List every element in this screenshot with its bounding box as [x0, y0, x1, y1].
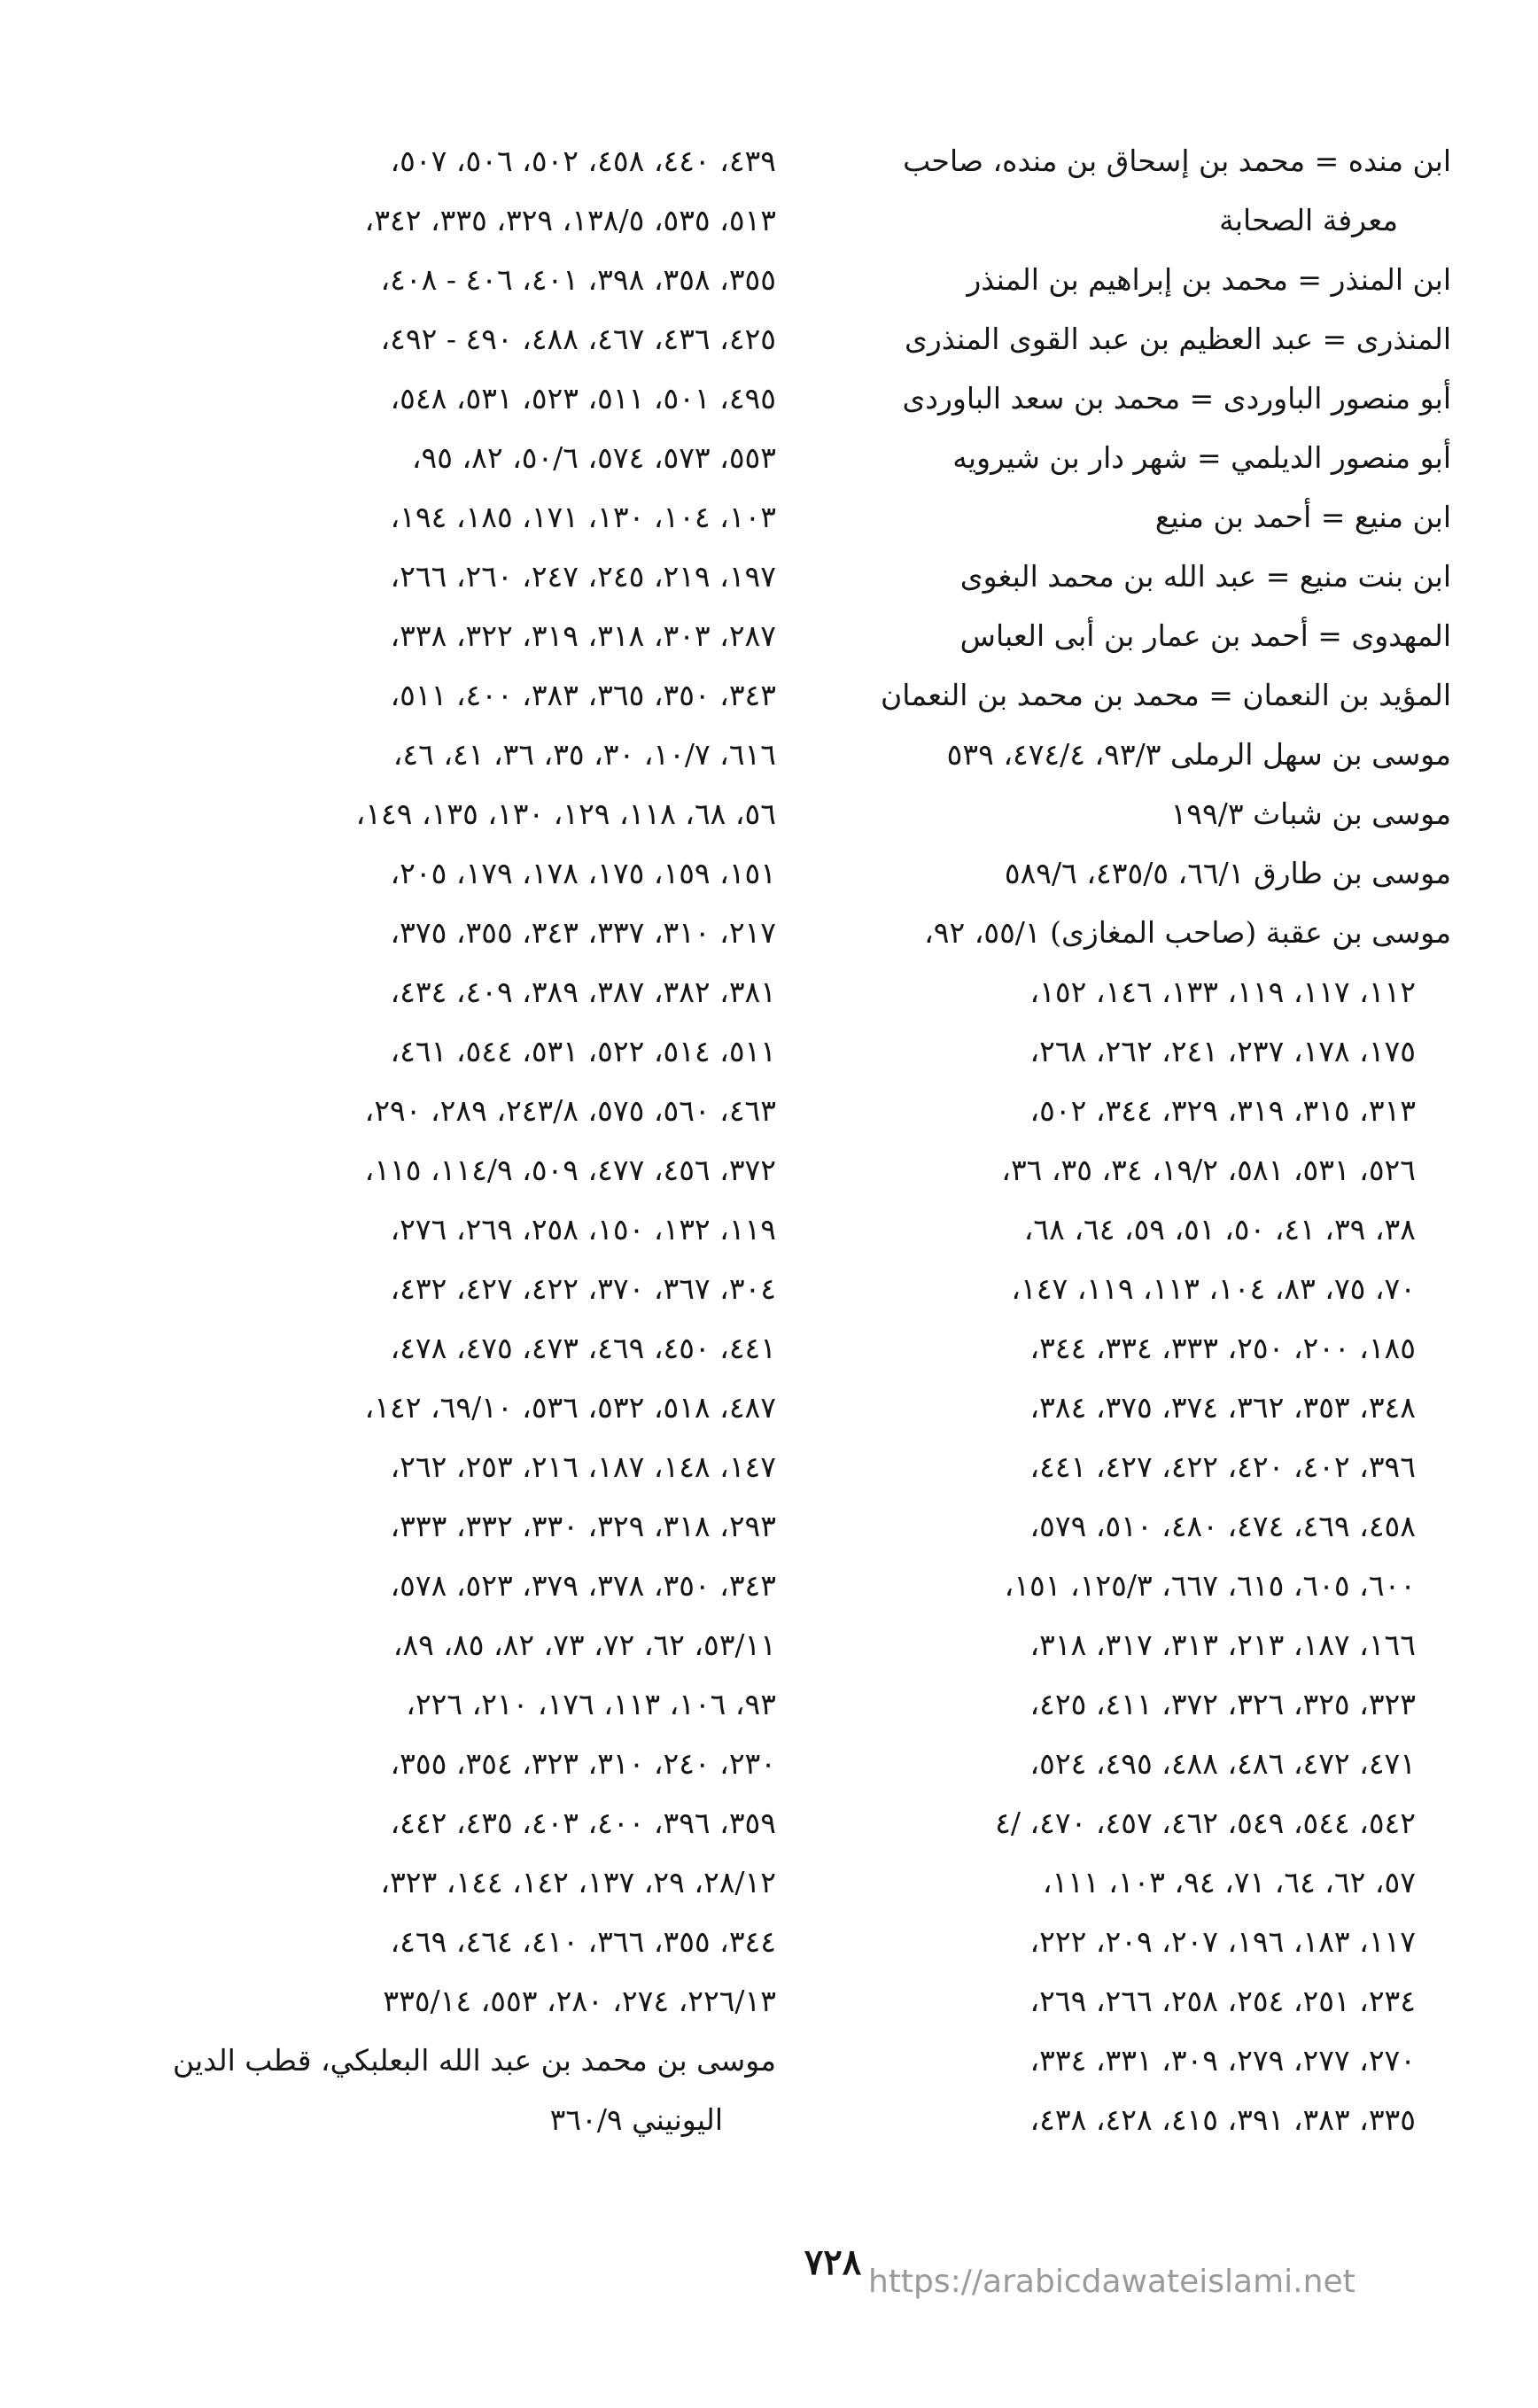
page-number: ٧٢٨	[804, 2241, 862, 2283]
index-entry: المهدوى = أحمد بن عمار بن أبى العباس	[959, 618, 1451, 653]
index-entry: موسى بن محمد بن عبد الله البعلبكي، قطب الدين	[172, 2043, 776, 2078]
page-refs-line: ٣٠٤، ٣٦٧، ٣٧٠، ٤٢٢، ٤٢٧، ٤٣٢،	[390, 1271, 776, 1306]
page-refs-line: ١٥١، ١٥٩، ١٧٥، ١٧٨، ١٧٩، ٢٠٥،	[390, 856, 776, 890]
page-refs-line: ٣٣٥، ٣٨٣، ٣٩١، ٤١٥، ٤٢٨، ٤٣٨،	[1029, 2102, 1416, 2137]
page-refs-line: ٣٨، ٣٩، ٤١، ٥٠، ٥١، ٥٩، ٦٤، ٦٨،	[1023, 1212, 1416, 1247]
index-entry: موسى بن عقبة (صاحب المغازى) ٥٥/١، ٩٢،	[924, 915, 1451, 950]
index-entry: ابن بنت منيع = عبد الله بن محمد البغوى	[959, 559, 1451, 594]
index-entry: ابن منيع = أحمد بن منيع	[1154, 500, 1451, 534]
page-refs-line: ٩٣، ١٠٦، ١١٣، ١٧٦، ٢١٠، ٢٢٦،	[406, 1687, 776, 1721]
entry-continuation: اليونيني ٣٦٠/٩	[549, 2102, 723, 2137]
page-refs-line: ٥٣/١١، ٦٢، ٧٢، ٧٣، ٨٢، ٨٥، ٨٩،	[392, 1627, 776, 1662]
entry-continuation: معرفة الصحابة	[1219, 203, 1398, 237]
page-refs-line: ٤٧١، ٤٧٢، ٤٨٦، ٤٨٨، ٤٩٥، ٥٢٤،	[1029, 1746, 1416, 1781]
index-entry: أبو منصور الباوردى = محمد بن سعد الباوردى	[902, 381, 1451, 416]
page-refs-line: ٣٩٦، ٤٠٢، ٤٢٠، ٤٢٢، ٤٢٧، ٤٤١،	[1029, 1449, 1416, 1484]
page-refs-line: ٣٤٤، ٣٥٥، ٣٦٦، ٤١٠، ٤٦٤، ٤٦٩،	[390, 1924, 776, 1959]
page-refs-line: ٤٣٩، ٤٤٠، ٤٥٨، ٥٠٢، ٥٠٦، ٥٠٧،	[390, 144, 776, 178]
page-refs-line: ٣٥٥، ٣٥٨، ٣٩٨، ٤٠١، ٤٠٦ - ٤٠٨،	[380, 262, 776, 297]
page-refs-line: ٤٢٥، ٤٣٦، ٤٦٧، ٤٨٨، ٤٩٠ - ٤٩٢،	[380, 322, 776, 356]
page-refs-line: ٥٤٢، ٥٤٤، ٥٤٩، ٤٦٢، ٤٥٧، ٤٧٠، /٤	[995, 1806, 1416, 1840]
page-refs-line: ٣٨١، ٣٨٢، ٣٨٧، ٣٨٩، ٤٠٩، ٤٣٤،	[390, 975, 776, 1009]
page-refs-line: ٥٢٦، ٥٣١، ٥٨١، ١٩/٢، ٣٤، ٣٥، ٣٦،	[1001, 1153, 1416, 1187]
page-refs-line: ٦٠٠، ٦٠٥، ٦١٥، ٦٦٧، ١٢٥/٣، ١٥١،	[1004, 1568, 1416, 1603]
page-refs-line: ٣٧٢، ٤٥٦، ٤٧٧، ٥٠٩، ١١٤/٩، ١١٥،	[364, 1153, 776, 1187]
page-refs-line: ٥٦، ٦٨، ١١٨، ١٢٩، ١٣٠، ١٣٥، ١٤٩،	[355, 796, 776, 831]
page-refs-line: ٢٨/١٢، ٢٩، ١٣٧، ١٤٢، ١٤٤، ٣٢٣،	[380, 1865, 776, 1899]
page-refs-line: ٤٩٥، ٥٠١، ٥١١، ٥٢٣، ٥٣١، ٥٤٨،	[390, 381, 776, 416]
watermark-url: https://arabicdawateislami.net	[868, 2264, 1355, 2300]
left-column	[172, 131, 776, 2149]
page-refs-line: ٥٧، ٦٢، ٦٤، ٧١، ٩٤، ١٠٣، ١١١،	[1042, 1865, 1416, 1899]
page-refs-line: ١٠٣، ١٠٤، ١٣٠، ١٧١، ١٨٥، ١٩٤،	[390, 500, 776, 534]
page-refs-line: ١٤٧، ١٤٨، ١٨٧، ٢١٦، ٢٥٣، ٢٦٢،	[390, 1449, 776, 1484]
page-refs-line: ٤٥٨، ٤٦٩، ٤٧٤، ٤٨٠، ٥١٠، ٥٧٩،	[1029, 1509, 1416, 1543]
index-entry: المؤيد بن النعمان = محمد بن محمد بن النعمان	[880, 678, 1451, 712]
page-refs-line: ٢٧٠، ٢٧٧، ٢٧٩، ٣٠٩، ٣٣١، ٣٣٤،	[1029, 2043, 1416, 2078]
index-entry: المنذرى = عبد العظيم بن عبد القوى المنذرى	[905, 322, 1451, 356]
index-entry: موسى بن شباث ١٩٩/٣	[1170, 796, 1451, 831]
page-refs-line: ١٦٦، ١٨٧، ٢١٣، ٣١٣، ٣١٧، ٣١٨،	[1029, 1627, 1416, 1662]
page-refs-line: ١٩٧، ٢١٩، ٢٤٥، ٢٤٧، ٢٦٠، ٢٦٦،	[390, 559, 776, 594]
page-refs-line: ٢٣٤، ٢٥١، ٢٥٤، ٢٥٨، ٢٦٦، ٢٦٩،	[1029, 1984, 1416, 2018]
page-refs-line: ٧٠، ٧٥، ٨٣، ١٠٤، ١١٣، ١١٩، ١٤٧،	[1011, 1271, 1416, 1306]
page-refs-line: ٦١٦، ١٠/٧، ٣٠، ٣٥، ٣٦، ٤١، ٤٦،	[392, 737, 776, 772]
right-column	[880, 131, 1451, 2149]
index-entry: ابن منده = محمد بن إسحاق بن منده، صاحب	[903, 144, 1451, 178]
page-refs-line: ٤٦٣، ٥٦٠، ٥٧٥، ٢٤٣/٨، ٢٨٩، ٢٩٠،	[364, 1093, 776, 1128]
page-refs-line: ٣١٣، ٣١٥، ٣١٩، ٣٢٩، ٣٤٤، ٥٠٢،	[1029, 1093, 1416, 1128]
index-entry: موسى بن سهل الرملى ٩٣/٣، ٤٧٤/٤، ٥٣٩	[946, 737, 1451, 772]
page-refs-line: ٣٤٣، ٣٥٠، ٣٧٨، ٣٧٩، ٥٢٣، ٥٧٨،	[390, 1568, 776, 1603]
page-refs-line: ٢٢٦/١٣، ٢٧٤، ٢٨٠، ٥٥٣، ٣٣٥/١٤	[383, 1984, 776, 2018]
index-entry: ابن المنذر = محمد بن إبراهيم بن المنذر	[967, 262, 1451, 297]
page-refs-line: ٤٤١، ٤٥٠، ٤٦٩، ٤٧٣، ٤٧٥، ٤٧٨،	[390, 1331, 776, 1365]
page-refs-line: ٥٥٣، ٥٧٣، ٥٧٤، ٥٠/٦، ٨٢، ٩٥،	[411, 440, 776, 475]
page-refs-line: ٤٨٧، ٥١٨، ٥٣٢، ٥٣٦، ٦٩/١٠، ١٤٢،	[364, 1390, 776, 1425]
page-refs-line: ٢١٧، ٣١٠، ٣٣٧، ٣٤٣، ٣٥٥، ٣٧٥،	[390, 915, 776, 950]
page-refs-line: ١١٧، ١٨٣، ١٩٦، ٢٠٧، ٢٠٩، ٢٢٢،	[1029, 1924, 1416, 1959]
page-refs-line: ٣٥٩، ٣٩٦، ٤٠٠، ٤٠٣، ٤٣٥، ٤٤٢،	[390, 1806, 776, 1840]
page-refs-line: ١٨٥، ٢٠٠، ٢٥٠، ٣٣٣، ٣٣٤، ٣٤٤،	[1029, 1331, 1416, 1365]
page-refs-line: ٣٤٨، ٣٥٣، ٣٦٢، ٣٧٤، ٣٧٥، ٣٨٤،	[1029, 1390, 1416, 1425]
page-refs-line: ٥١١، ٥١٤، ٥٢٢، ٥٣١، ٥٤٤، ٤٦١،	[390, 1034, 776, 1068]
page-refs-line: ٢٨٧، ٣٠٣، ٣١٨، ٣١٩، ٣٢٢، ٣٣٨،	[390, 618, 776, 653]
page-refs-line: ٢٩٣، ٣١٨، ٣٢٩، ٣٣٠، ٣٣٢، ٣٣٣،	[390, 1509, 776, 1543]
page-refs-line: ٣٢٣، ٣٢٥، ٣٢٦، ٣٧٢، ٤١١، ٤٢٥،	[1029, 1687, 1416, 1721]
page-refs-line: ١١٢، ١١٧، ١١٩، ١٣٣، ١٤٦، ١٥٢،	[1029, 975, 1416, 1009]
page-refs-line: ٣٤٣، ٣٥٠، ٣٦٥، ٣٨٣، ٤٠٠، ٥١١،	[390, 678, 776, 712]
index-entry: أبو منصور الديلمي = شهر دار بن شيرويه	[952, 440, 1451, 475]
page-refs-line: ١٧٥، ١٧٨، ٢٣٧، ٢٤١، ٢٦٢، ٢٦٨،	[1029, 1034, 1416, 1068]
page-refs-line: ١١٩، ١٣٢، ١٥٠، ٢٥٨، ٢٦٩، ٢٧٦،	[390, 1212, 776, 1247]
page-refs-line: ٢٣٠، ٢٤٠، ٣١٠، ٣٢٣، ٣٥٤، ٣٥٥،	[390, 1746, 776, 1781]
page-refs-line: ٥١٣، ٥٣٥، ١٣٨/٥، ٣٢٩، ٣٣٥، ٣٤٢،	[364, 203, 776, 237]
index-entry: موسى بن طارق ٦٦/١، ٤٣٥/٥، ٥٨٩/٦	[1004, 856, 1451, 890]
